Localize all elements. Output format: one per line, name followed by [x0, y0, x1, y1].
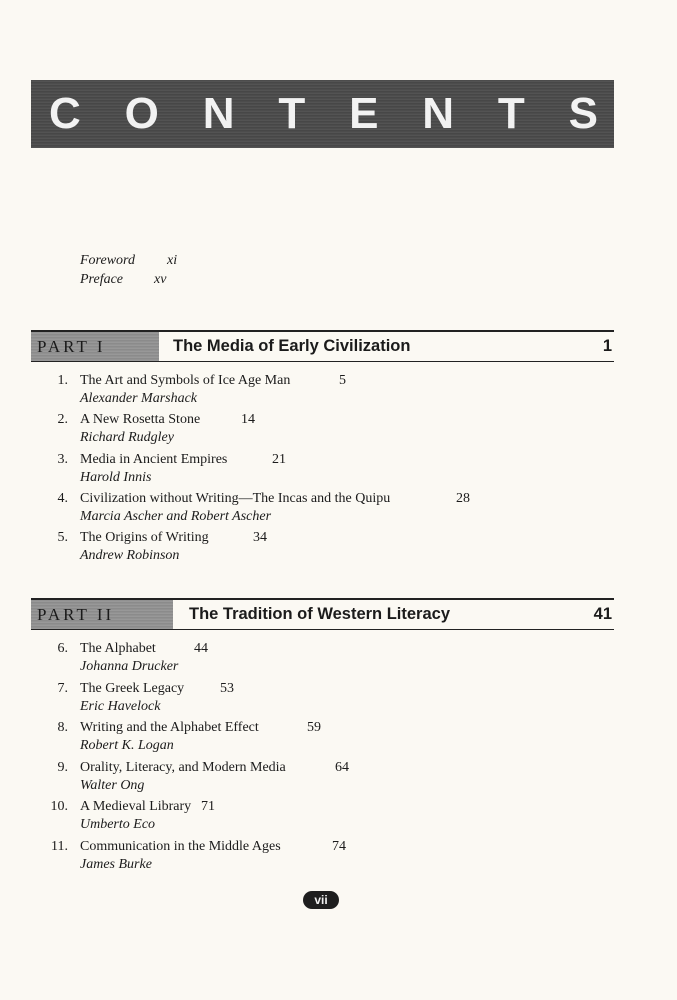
toc-entry[interactable] [40, 373, 600, 411]
chapter-title: Writing and the Alphabet Effect [80, 720, 259, 735]
chapter-number: 7. [57, 681, 68, 696]
banner-letter: E [349, 89, 379, 138]
chapter-page: 14 [241, 412, 255, 427]
banner-letter: N [422, 89, 455, 138]
banner-letter: N [202, 89, 235, 138]
chapter-author: Umberto Eco [80, 817, 156, 832]
banner-letter: O [124, 89, 159, 138]
banner-letter: T [278, 89, 306, 138]
front-matter-label: Foreword [80, 253, 135, 268]
chapter-page: 74 [332, 839, 346, 854]
toc-entry[interactable] [40, 760, 600, 798]
toc-entry[interactable] [40, 799, 600, 837]
toc-entry[interactable] [40, 681, 600, 719]
part-title: The Media of Early Civilization [173, 337, 411, 355]
chapter-number: 8. [57, 720, 68, 735]
chapter-page: 28 [456, 491, 470, 506]
chapter-author: Walter Ong [80, 778, 145, 793]
page-number-badge: vii [303, 891, 339, 909]
front-matter-preface[interactable] [80, 272, 167, 288]
part-page: 41 [593, 605, 612, 623]
chapter-title: Media in Ancient Empires [80, 452, 228, 467]
chapter-title: The Alphabet [80, 641, 156, 656]
chapter-page: 21 [272, 452, 286, 467]
chapter-number: 11. [51, 839, 68, 854]
chapter-author: Harold Innis [80, 470, 152, 485]
chapter-number: 10. [50, 799, 68, 814]
banner-letter: C [49, 89, 81, 138]
toc-entry[interactable] [40, 491, 600, 529]
banner-letter: S [568, 89, 598, 138]
chapter-page: 59 [307, 720, 321, 735]
chapter-number: 2. [57, 412, 68, 427]
chapter-number: 3. [57, 452, 68, 467]
chapter-number: 9. [57, 760, 68, 775]
chapter-page: 53 [220, 681, 234, 696]
chapter-author: Alexander Marshack [80, 391, 198, 406]
chapter-title: Orality, Literacy, and Modern Media [80, 760, 286, 775]
chapter-number: 4. [57, 491, 68, 506]
chapter-author: James Burke [80, 857, 152, 872]
banner-letter: T [497, 89, 525, 138]
chapter-page: 5 [339, 373, 346, 388]
front-matter-label: Preface [80, 272, 124, 287]
part-header-2[interactable] [31, 598, 614, 630]
chapter-title: Communication in the Middle Ages [80, 839, 281, 854]
part-label: PART II [31, 600, 173, 629]
chapter-author: Andrew Robinson [80, 548, 180, 563]
toc-entry[interactable] [40, 530, 600, 568]
chapter-title: A Medieval Library [80, 799, 192, 814]
chapter-author: Johanna Drucker [80, 659, 179, 674]
toc-entry[interactable] [40, 839, 600, 877]
chapter-title: A New Rosetta Stone [80, 412, 201, 427]
toc-entry[interactable] [40, 412, 600, 450]
chapter-number: 5. [57, 530, 68, 545]
chapter-number: 6. [57, 641, 68, 656]
chapter-author: Richard Rudgley [80, 430, 174, 445]
chapter-title: The Greek Legacy [80, 681, 185, 696]
contents-banner [31, 80, 614, 148]
chapter-title: The Origins of Writing [80, 530, 209, 545]
chapter-title: Civilization without Writing—The Incas and the Quipu [80, 491, 391, 506]
chapter-page: 44 [194, 641, 208, 656]
chapter-page: 64 [335, 760, 349, 775]
chapter-author: Eric Havelock [80, 699, 161, 714]
part-header-1[interactable] [31, 330, 614, 362]
front-matter-foreword[interactable] [80, 253, 178, 269]
chapter-number: 1. [57, 373, 68, 388]
front-matter-page: xv [154, 272, 167, 287]
part-label: PART I [31, 332, 159, 361]
chapter-author: Marcia Ascher and Robert Ascher [80, 509, 272, 524]
part-page: 1 [602, 337, 612, 355]
toc-entry[interactable] [40, 641, 600, 679]
front-matter-page: xi [167, 253, 178, 268]
chapter-title: The Art and Symbols of Ice Age Man [80, 373, 291, 388]
chapter-author: Robert K. Logan [80, 738, 174, 753]
chapter-page: 34 [253, 530, 267, 545]
part-title: The Tradition of Western Literacy [189, 605, 450, 623]
toc-entry[interactable] [40, 452, 600, 490]
chapter-page: 71 [201, 799, 215, 814]
toc-entry[interactable] [40, 720, 600, 758]
